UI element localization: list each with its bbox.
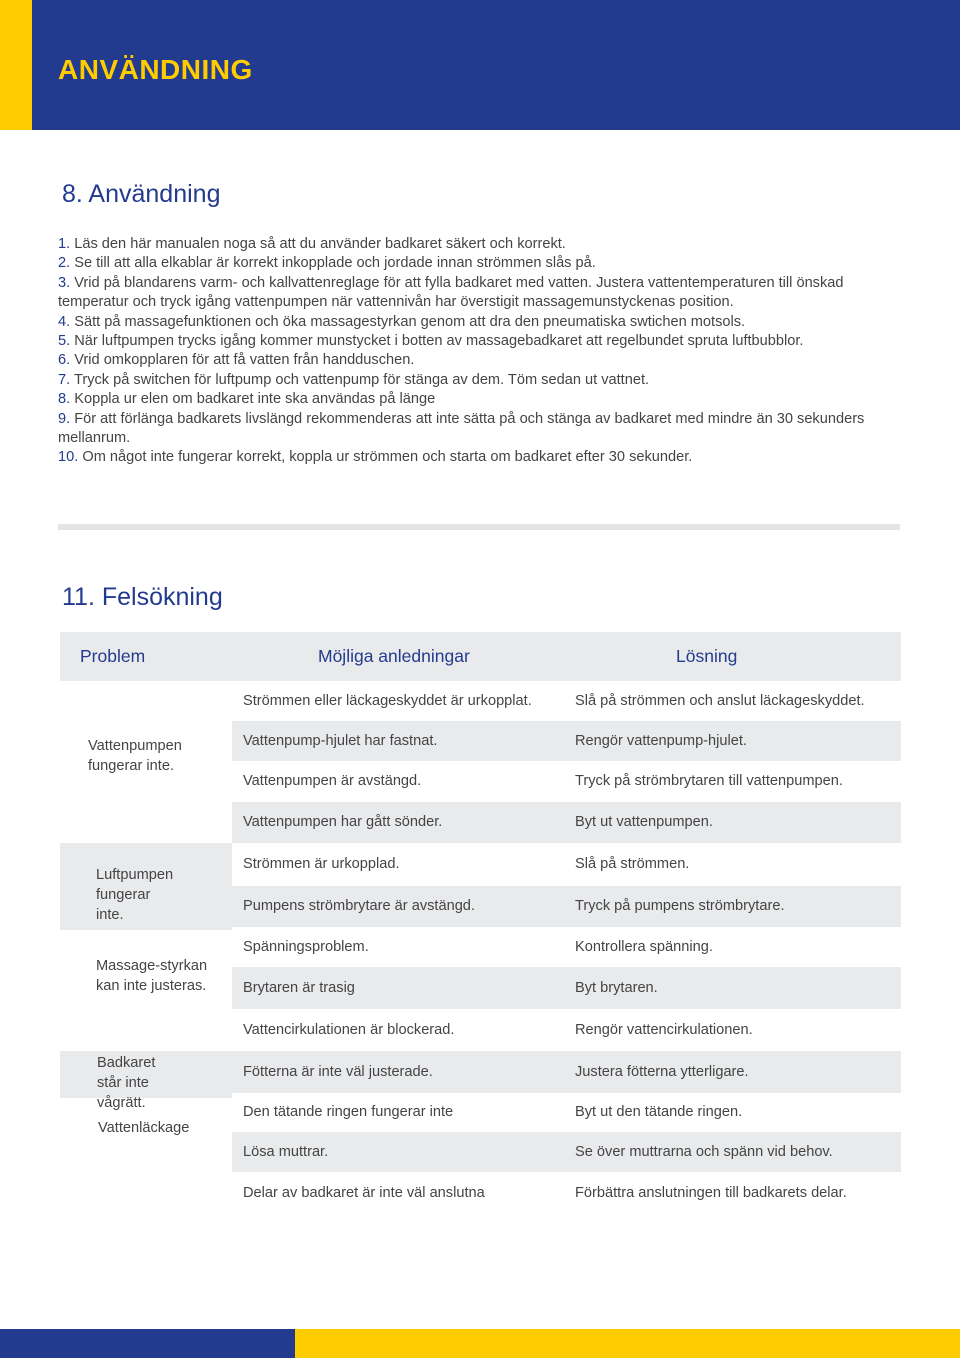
footer-bar-yellow	[295, 1329, 960, 1358]
solution-cell: Slå på strömmen.	[575, 856, 690, 872]
usage-step	[58, 448, 908, 467]
solution-cell: Se över muttrarna och spänn vid behov.	[575, 1144, 833, 1160]
usage-step	[58, 410, 908, 449]
header-solution: Lösning	[676, 646, 738, 666]
cause-cell: Delar av badkaret är inte väl anslutna	[243, 1185, 485, 1201]
step-number: 4.	[58, 313, 71, 330]
cause-cell: Strömmen är urkopplad.	[243, 856, 400, 872]
step-text: Se till att alla elkablar är korrekt inkopplade och jordade innan strömmen slås på.	[70, 255, 596, 272]
step-text: Koppla ur elen om badkaret inte ska användas på länge	[70, 391, 436, 408]
cause-cell: Vattenpumpen har gått sönder.	[243, 814, 443, 830]
problem-cell: Luftpumpen fungerar inte.	[60, 843, 232, 930]
troubleshooting-table	[60, 632, 901, 1215]
usage-step	[58, 274, 908, 313]
cause-cell: Lösa muttrar.	[243, 1144, 329, 1160]
usage-step	[58, 390, 908, 409]
solution-cell: Byt ut den tätande ringen.	[575, 1104, 743, 1120]
solution-cell: Byt brytaren.	[575, 980, 658, 996]
solution-cell: Tryck på pumpens strömbrytare.	[575, 898, 785, 914]
step-text: Läs den här manualen noga så att du använder badkaret säkert och korrekt.	[70, 236, 566, 252]
cause-cell: Spänningsproblem.	[243, 939, 369, 955]
section-divider	[58, 524, 900, 530]
usage-step	[58, 332, 908, 351]
solution-cell: Tryck på strömbrytaren till vattenpumpen.	[575, 773, 843, 789]
solution-cell: Byt ut vattenpumpen.	[575, 814, 713, 830]
step-text: Vrid på blandarens varm- och kallvattenreglage för att fylla badkaret med vatten. Justera vattentemperaturen till önskad temperatur och tryck igång vattenpumpen när vattennivån har överstigit massagemunstyckenas position.	[58, 274, 844, 311]
cause-cell: Pumpens strömbrytare är avstängd.	[243, 898, 475, 914]
step-number: 5.	[58, 333, 71, 350]
step-number: 1.	[58, 236, 71, 252]
usage-step	[58, 313, 908, 332]
step-number: 9.	[58, 410, 71, 427]
header-title: ANVÄNDNING	[58, 54, 253, 85]
usage-step	[58, 351, 908, 370]
problem-cell: Vattenläckage	[98, 1120, 190, 1136]
solution-cell: Rengör vattenpump-hjulet.	[575, 733, 747, 749]
step-text: För att förlänga badkarets livslängd rekommenderas att inte sätta på och stänga av badkaret med mindre än 30 sekunders mellanrum.	[58, 410, 865, 447]
header-accent-stripe	[0, 0, 32, 130]
step-number: 8.	[58, 391, 71, 408]
cause-cell: Vattenpumpen är avstängd.	[243, 773, 422, 789]
usage-title: 8. Användning	[62, 180, 221, 208]
step-number: 10.	[58, 449, 79, 466]
cause-cell: Vattenpump-hjulet har fastnat.	[243, 733, 438, 749]
cause-cell: Den tätande ringen fungerar inte	[243, 1104, 454, 1120]
step-number: 3.	[58, 274, 71, 291]
step-number: 7.	[58, 371, 71, 388]
troubleshooting-title: 11. Felsökning	[62, 583, 223, 611]
usage-step	[58, 235, 908, 254]
solution-cell: Justera fötterna ytterligare.	[575, 1064, 749, 1080]
page-header	[0, 0, 960, 130]
step-number: 6.	[58, 352, 71, 369]
step-text: Tryck på switchen för luftpump och vattenpump för stänga av dem. Töm sedan ut vattnet.	[70, 371, 650, 388]
usage-steps-list	[58, 235, 908, 468]
header-problem: Problem	[80, 646, 146, 666]
problem-cell: Vattenpumpen fungerar inte.	[88, 738, 182, 774]
problem-cell: Badkaret står inte vågrätt.	[60, 1051, 232, 1098]
header-cause: Möjliga anledningar	[318, 646, 470, 666]
solution-cell: Slå på strömmen och anslut läckageskyddet.	[575, 693, 865, 709]
step-text: Om något inte fungerar korrekt, koppla ur strömmen och starta om badkaret efter 30 sekunder.	[78, 449, 693, 466]
solution-cell: Kontrollera spänning.	[575, 939, 713, 955]
step-text: Sätt på massagefunktionen och öka massagestyrkan genom att dra den pneumatiska swtichen motsols.	[70, 313, 746, 330]
footer-bar-blue	[0, 1329, 295, 1358]
cause-cell: Brytaren är trasig	[243, 980, 355, 996]
step-number: 2.	[58, 255, 71, 272]
step-text: Vrid omkopplaren för att få vatten från handduschen.	[70, 352, 415, 369]
cause-cell: Fötterna är inte väl justerade.	[243, 1064, 433, 1080]
solution-cell: Rengör vattencirkulationen.	[575, 1022, 753, 1038]
usage-step	[58, 254, 908, 273]
step-text: När luftpumpen trycks igång kommer munstycket i botten av massagebadkaret att regelbundet spruta luftbubblor.	[70, 333, 804, 350]
solution-cell: Förbättra anslutningen till badkarets delar.	[575, 1185, 847, 1201]
usage-step	[58, 371, 908, 390]
cause-cell: Vattencirkulationen är blockerad.	[243, 1022, 455, 1038]
cause-cell: Strömmen eller läckageskyddet är urkopplat.	[243, 693, 532, 709]
problem-cell: Massage-styrkan kan inte justeras.	[96, 958, 208, 994]
